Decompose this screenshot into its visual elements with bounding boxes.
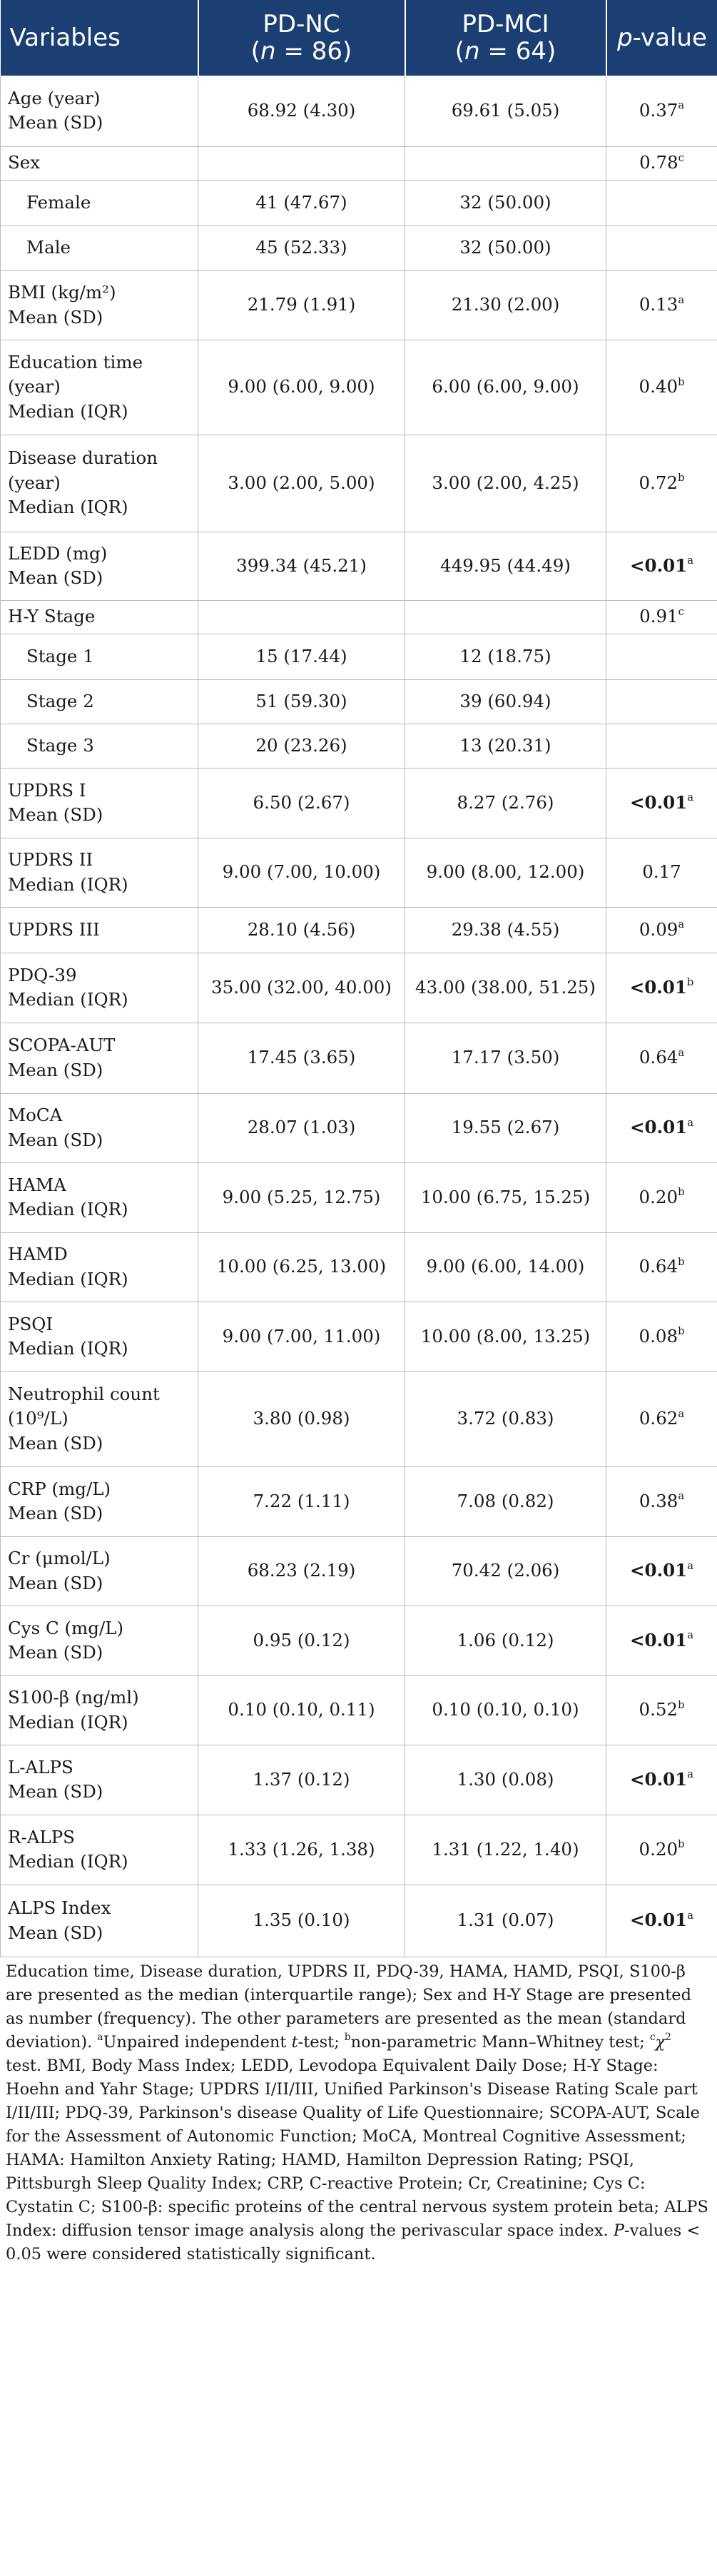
variable-cell — [1, 907, 198, 953]
variable-cell — [1, 76, 198, 146]
header-pd-nc-n: 86 — [311, 37, 342, 66]
table-row — [1, 1371, 717, 1466]
pd-nc-value: 20 (23.26) — [198, 724, 405, 768]
table-row — [1, 679, 717, 724]
variable-stat-type: Mean (SD) — [8, 1922, 103, 1943]
footnote-rest: test. BMI, Body Mass Index; LEDD, Levodopa Equivalent Daily Dose; H-Y Stage: Hoehn and Yahr Stage; UPDRS I/II/III, Unified Parkinson's Disease Rating Scale part I/II/III; PDQ-39, Parkinson's disease Quality of Life Questionnaire; SCOPA-AUT, Scale for the Assessment of Autonomic Function; MoCA, Montreal Cognitive Assessment; HAMA: Hamilton Anxiety Rating; HAMD, Hamilton Depression Rating; PSQI, Pittsburgh Sleep Quality Index; CRP, C-reactive Protein; Cr, Creatinine; Cys C: Cystatin C; S100-β: specific proteins of the central nervous system protein beta; ALPS Index: diffusion tensor image analysis along the perivascular space index. — [6, 2056, 708, 2240]
p-value-cell — [606, 225, 717, 270]
footnote-b-marker: b — [344, 2031, 351, 2043]
p-value-cell — [606, 1023, 717, 1093]
footnote-a-t: t — [291, 2032, 298, 2052]
pd-mci-value: 3.72 (0.83) — [405, 1371, 606, 1466]
test-marker: a — [687, 1909, 693, 1922]
variable-stat-type: Mean (SD) — [8, 804, 103, 825]
variable-cell — [1, 1023, 198, 1093]
variable-cell — [1, 1371, 198, 1466]
p-value-cell — [606, 1606, 717, 1675]
footnote-a-post: -test; — [298, 2032, 345, 2052]
header-variables: Variables — [1, 0, 198, 76]
pd-mci-value: 17.17 (3.50) — [405, 1023, 606, 1093]
variable-stat-type: Mean (SD) — [8, 1059, 103, 1080]
variable-stat-type: Mean (SD) — [8, 112, 103, 133]
p-value-cell — [606, 724, 717, 768]
variable-label: LEDD (mg) — [8, 542, 108, 564]
test-marker: b — [678, 472, 685, 485]
pd-mci-value: 8.27 (2.76) — [405, 768, 606, 838]
table-row — [1, 340, 717, 435]
pd-mci-value — [405, 146, 606, 180]
test-marker: a — [678, 918, 685, 931]
footnote-p-rest: -values < 0.05 were considered statistically significant. — [6, 2221, 701, 2263]
pd-mci-value: 6.00 (6.00, 9.00) — [405, 340, 606, 435]
p-value-cell — [606, 76, 717, 146]
variable-label: H-Y Stage — [8, 606, 96, 627]
table-row — [1, 1302, 717, 1371]
p-value-cell — [606, 1745, 717, 1815]
pd-nc-value: 3.80 (0.98) — [198, 1371, 405, 1466]
variable-cell — [1, 1162, 198, 1232]
p-value: <0.01 — [630, 791, 688, 813]
pd-mci-value: 10.00 (8.00, 13.25) — [405, 1302, 606, 1371]
test-marker: a — [678, 1490, 685, 1503]
pd-nc-value: 68.92 (4.30) — [198, 76, 405, 146]
variable-cell — [1, 435, 198, 532]
pd-mci-value: 70.42 (2.06) — [405, 1536, 606, 1606]
variable-cell — [1, 953, 198, 1023]
p-value-cell — [606, 838, 717, 907]
test-marker: a — [687, 1629, 693, 1642]
p-value: <0.01 — [629, 976, 687, 998]
variable-label: Disease duration (year) — [8, 447, 158, 493]
variable-cell — [1, 270, 198, 340]
p-value-cell — [606, 532, 717, 600]
variable-label: Male — [26, 237, 71, 258]
variable-stat-type: Median (IQR) — [8, 1268, 128, 1289]
variable-cell — [1, 724, 198, 768]
table-row — [1, 76, 717, 146]
p-value: 0.38 — [639, 1490, 678, 1511]
test-marker: a — [687, 791, 693, 804]
p-value: <0.01 — [630, 1910, 688, 1931]
pd-mci-value: 32 (50.00) — [405, 225, 606, 270]
p-value: 0.37 — [639, 100, 678, 121]
variable-cell — [1, 838, 198, 907]
header-p-value — [606, 0, 717, 76]
table-row — [1, 1023, 717, 1093]
table-row — [1, 1885, 717, 1957]
variable-cell — [1, 340, 198, 435]
variable-label: Cr (μmol/L) — [8, 1548, 111, 1568]
p-value-cell — [606, 1232, 717, 1302]
pd-nc-value: 28.10 (4.56) — [198, 907, 405, 953]
pd-mci-value: 29.38 (4.55) — [405, 907, 606, 953]
variable-label: UPDRS II — [8, 849, 93, 870]
table-row — [1, 1815, 717, 1885]
pd-mci-value: 1.30 (0.08) — [405, 1745, 606, 1815]
table-row — [1, 225, 717, 270]
p-value: 0.40 — [639, 376, 678, 397]
variable-label: Cys C (mg/L) — [8, 1617, 124, 1638]
variable-label: ALPS Index — [8, 1897, 111, 1918]
p-value-cell — [606, 1885, 717, 1957]
p-value: 0.78 — [639, 152, 678, 173]
pd-nc-value: 28.07 (1.03) — [198, 1093, 405, 1162]
test-marker: a — [687, 1116, 693, 1129]
variable-label: UPDRS III — [8, 918, 100, 940]
header-pd-nc-label: PD-NC — [263, 10, 340, 39]
p-value: 0.64 — [639, 1256, 678, 1277]
test-marker: b — [678, 1325, 685, 1338]
table-body — [1, 76, 717, 1957]
test-marker: c — [678, 605, 684, 618]
pd-mci-value: 10.00 (6.75, 15.25) — [405, 1162, 606, 1232]
pd-mci-value: 1.31 (0.07) — [405, 1885, 606, 1957]
pd-mci-value: 69.61 (5.05) — [405, 76, 606, 146]
p-value-cell — [606, 768, 717, 838]
test-marker: b — [678, 1698, 685, 1711]
table-row — [1, 634, 717, 679]
variable-label: BMI (kg/m²) — [8, 282, 116, 303]
variable-cell — [1, 600, 198, 634]
table-row — [1, 1536, 717, 1606]
variable-label: Neutrophil count (10⁹/L) — [8, 1383, 160, 1429]
p-value: 0.91 — [639, 606, 678, 627]
table-header — [1, 0, 717, 76]
p-value-cell — [606, 435, 717, 532]
footnote-chi-sup: 2 — [665, 2031, 671, 2043]
p-value-cell — [606, 1466, 717, 1536]
variable-label: R-ALPS — [8, 1826, 75, 1847]
test-marker: a — [687, 554, 693, 567]
variable-stat-type: Median (IQR) — [8, 1338, 128, 1359]
test-marker: a — [678, 293, 685, 306]
pd-mci-value: 1.06 (0.12) — [405, 1606, 606, 1675]
variable-label: Stage 3 — [26, 734, 94, 756]
pd-nc-value: 7.22 (1.11) — [198, 1466, 405, 1536]
variable-cell — [1, 1606, 198, 1675]
variable-label: UPDRS I — [8, 779, 86, 801]
table-row — [1, 532, 717, 600]
pd-mci-value: 13 (20.31) — [405, 724, 606, 768]
test-marker: a — [678, 1407, 685, 1420]
pd-nc-value: 45 (52.33) — [198, 225, 405, 270]
variable-label: PDQ-39 — [8, 964, 77, 985]
pd-nc-value: 3.00 (2.00, 5.00) — [198, 435, 405, 532]
p-value: <0.01 — [630, 1768, 688, 1790]
test-marker: b — [678, 1838, 685, 1851]
p-value-cell — [606, 1536, 717, 1606]
pd-nc-value: 1.37 (0.12) — [198, 1745, 405, 1815]
variable-stat-type: Median (IQR) — [8, 873, 128, 895]
variable-label: HAMD — [8, 1244, 68, 1264]
variable-cell — [1, 180, 198, 225]
variable-cell — [1, 146, 198, 180]
p-value: <0.01 — [630, 554, 688, 576]
variable-cell — [1, 1302, 198, 1371]
variable-cell — [1, 679, 198, 724]
pd-mci-value: 21.30 (2.00) — [405, 270, 606, 340]
p-value: 0.17 — [642, 861, 681, 883]
variable-label: MoCA — [8, 1105, 63, 1125]
variable-cell — [1, 634, 198, 679]
header-pd-mci-n: 64 — [515, 37, 546, 66]
pd-mci-value: 12 (18.75) — [405, 634, 606, 679]
table-footnote — [0, 1957, 717, 2266]
pd-nc-value: 15 (17.44) — [198, 634, 405, 679]
pd-mci-value — [405, 600, 606, 634]
pd-mci-value: 1.31 (1.22, 1.40) — [405, 1815, 606, 1885]
variable-cell — [1, 1815, 198, 1885]
table-row — [1, 1232, 717, 1302]
p-value: 0.62 — [639, 1408, 678, 1429]
table-row — [1, 1162, 717, 1232]
header-p-italic: p — [617, 24, 633, 52]
variable-label: Stage 2 — [26, 690, 94, 711]
test-marker: c — [678, 151, 684, 164]
variable-stat-type: Mean (SD) — [8, 1129, 103, 1150]
p-value-cell — [606, 180, 717, 225]
p-value-cell — [606, 1302, 717, 1371]
variable-label: Education time (year) — [8, 351, 143, 397]
variable-stat-type: Mean (SD) — [8, 1503, 103, 1523]
table-row — [1, 1093, 717, 1162]
test-marker: b — [678, 375, 685, 388]
pd-nc-value: 1.35 (0.10) — [198, 1885, 405, 1957]
table-row — [1, 435, 717, 532]
header-pd-mci-label: PD-MCI — [462, 10, 549, 39]
pd-nc-value: 9.00 (6.00, 9.00) — [198, 340, 405, 435]
pd-nc-value — [198, 146, 405, 180]
pd-nc-value: 9.00 (7.00, 11.00) — [198, 1302, 405, 1371]
variable-label: S100-β (ng/ml) — [8, 1687, 139, 1708]
p-value: 0.20 — [639, 1186, 678, 1207]
pd-nc-value: 0.10 (0.10, 0.11) — [198, 1675, 405, 1745]
pd-mci-value: 19.55 (2.67) — [405, 1093, 606, 1162]
variable-stat-type: Median (IQR) — [8, 400, 128, 422]
p-value-cell — [606, 679, 717, 724]
pd-nc-value: 399.34 (45.21) — [198, 532, 405, 600]
variable-cell — [1, 1885, 198, 1957]
variable-label: SCOPA-AUT — [8, 1035, 116, 1055]
variable-stat-type: Mean (SD) — [8, 1781, 103, 1802]
p-value-cell — [606, 634, 717, 679]
header-n-symbol: n — [260, 37, 276, 66]
pd-mci-value: 3.00 (2.00, 4.25) — [405, 435, 606, 532]
pd-mci-value: 39 (60.94) — [405, 679, 606, 724]
variable-stat-type: Median (IQR) — [8, 989, 128, 1010]
p-value-cell — [606, 1675, 717, 1745]
pd-nc-value: 17.45 (3.65) — [198, 1023, 405, 1093]
p-value: 0.72 — [639, 472, 678, 493]
variable-cell — [1, 1232, 198, 1302]
variable-label: PSQI — [8, 1313, 54, 1334]
test-marker: a — [687, 1768, 693, 1781]
test-marker: b — [678, 1255, 685, 1268]
variable-stat-type: Mean (SD) — [8, 567, 103, 588]
pd-nc-value: 21.79 (1.91) — [198, 270, 405, 340]
pd-nc-value: 51 (59.30) — [198, 679, 405, 724]
variable-cell — [1, 532, 198, 600]
footnote-p-italic: P — [613, 2221, 624, 2240]
p-value: 0.20 — [639, 1838, 678, 1860]
pd-nc-value: 68.23 (2.19) — [198, 1536, 405, 1606]
table-row — [1, 1606, 717, 1675]
p-value: 0.52 — [639, 1699, 678, 1720]
variable-stat-type: Mean (SD) — [8, 1642, 103, 1663]
pd-mci-value: 32 (50.00) — [405, 180, 606, 225]
pd-nc-value: 1.33 (1.26, 1.38) — [198, 1815, 405, 1885]
p-value-cell — [606, 600, 717, 634]
pd-nc-value: 9.00 (5.25, 12.75) — [198, 1162, 405, 1232]
variable-cell — [1, 1536, 198, 1606]
variable-cell — [1, 225, 198, 270]
pd-nc-value: 0.95 (0.12) — [198, 1606, 405, 1675]
table-row — [1, 146, 717, 180]
pd-mci-value: 43.00 (38.00, 51.25) — [405, 953, 606, 1023]
pd-nc-value: 9.00 (7.00, 10.00) — [198, 838, 405, 907]
p-value-cell — [606, 953, 717, 1023]
p-value-cell — [606, 1093, 717, 1162]
table-row — [1, 270, 717, 340]
p-value: 0.13 — [639, 294, 678, 315]
table-row — [1, 907, 717, 953]
table-row — [1, 180, 717, 225]
variable-label: Sex — [8, 152, 41, 173]
p-value: 0.08 — [639, 1325, 678, 1347]
p-value-cell — [606, 146, 717, 180]
variable-stat-type: Median (IQR) — [8, 1199, 128, 1219]
variable-label: Age (year) — [8, 87, 101, 108]
p-value: <0.01 — [630, 1629, 688, 1650]
variable-cell — [1, 1745, 198, 1815]
p-value-cell — [606, 1815, 717, 1885]
p-value-cell — [606, 270, 717, 340]
footnote-chi: χ — [655, 2032, 666, 2052]
footnote-a-pre: Unpaired independent — [103, 2032, 292, 2052]
p-value-cell — [606, 340, 717, 435]
p-value: <0.01 — [630, 1117, 688, 1138]
p-value: <0.01 — [630, 1560, 688, 1581]
pd-mci-value: 9.00 (6.00, 14.00) — [405, 1232, 606, 1302]
variable-cell — [1, 1466, 198, 1536]
table-row — [1, 838, 717, 907]
pd-nc-value: 35.00 (32.00, 40.00) — [198, 953, 405, 1023]
variable-label: L-ALPS — [8, 1756, 73, 1778]
header-pd-nc: PD-NC (n = 86) — [198, 0, 405, 76]
pd-nc-value — [198, 600, 405, 634]
variable-stat-type: Mean (SD) — [8, 306, 103, 328]
table-row — [1, 953, 717, 1023]
variable-label: Female — [26, 191, 91, 213]
variable-stat-type: Median (IQR) — [8, 1711, 128, 1733]
variable-stat-type: Mean (SD) — [8, 1572, 103, 1593]
variable-label: HAMA — [8, 1174, 66, 1195]
pd-mci-value: 449.95 (44.49) — [405, 532, 606, 600]
table-row — [1, 768, 717, 838]
variable-cell — [1, 1675, 198, 1745]
test-marker: a — [678, 99, 685, 112]
variable-stat-type: Median (IQR) — [8, 497, 128, 518]
variable-label: CRP (mg/L) — [8, 1478, 111, 1499]
variable-stat-type: Median (IQR) — [8, 1851, 128, 1872]
variable-stat-type: Mean (SD) — [8, 1432, 103, 1454]
header-p-rest: -value — [632, 24, 707, 52]
test-marker: b — [686, 976, 694, 989]
footnote-a-marker: a — [97, 2031, 103, 2043]
pd-nc-value: 6.50 (2.67) — [198, 768, 405, 838]
footnote-b-text: non-parametric Mann–Whitney test; — [350, 2032, 650, 2052]
variable-cell — [1, 1093, 198, 1162]
table-row — [1, 600, 717, 634]
test-marker: a — [678, 1046, 685, 1059]
p-value-cell — [606, 1371, 717, 1466]
table-row — [1, 1675, 717, 1745]
p-value-cell — [606, 907, 717, 953]
table-row — [1, 724, 717, 768]
pd-mci-value: 0.10 (0.10, 0.10) — [405, 1675, 606, 1745]
footnote-c-marker: c — [649, 2031, 656, 2043]
p-value: 0.64 — [639, 1047, 678, 1068]
pd-mci-value: 9.00 (8.00, 12.00) — [405, 838, 606, 907]
pd-nc-value: 10.00 (6.25, 13.00) — [198, 1232, 405, 1302]
table-row — [1, 1466, 717, 1536]
test-marker: a — [687, 1559, 693, 1572]
header-pd-mci: PD-MCI (n = 64) — [405, 0, 606, 76]
footnote-para1: Education time, Disease duration, UPDRS II, PDQ-39, HAMA, HAMD, PSQI, S100-β are presented as the median (interquartile range); Sex and H-Y Stage are presented as number (frequency). The other parameters are presented as the mean (standard deviation). — [6, 1962, 691, 2052]
table-row — [1, 1745, 717, 1815]
pd-nc-value: 41 (47.67) — [198, 180, 405, 225]
variable-cell — [1, 768, 198, 838]
header-n-symbol: n — [464, 37, 480, 66]
p-value-cell — [606, 1162, 717, 1232]
p-value: 0.09 — [639, 918, 678, 940]
pd-mci-value: 7.08 (0.82) — [405, 1466, 606, 1536]
test-marker: b — [678, 1186, 685, 1199]
variable-label: Stage 1 — [26, 645, 94, 666]
